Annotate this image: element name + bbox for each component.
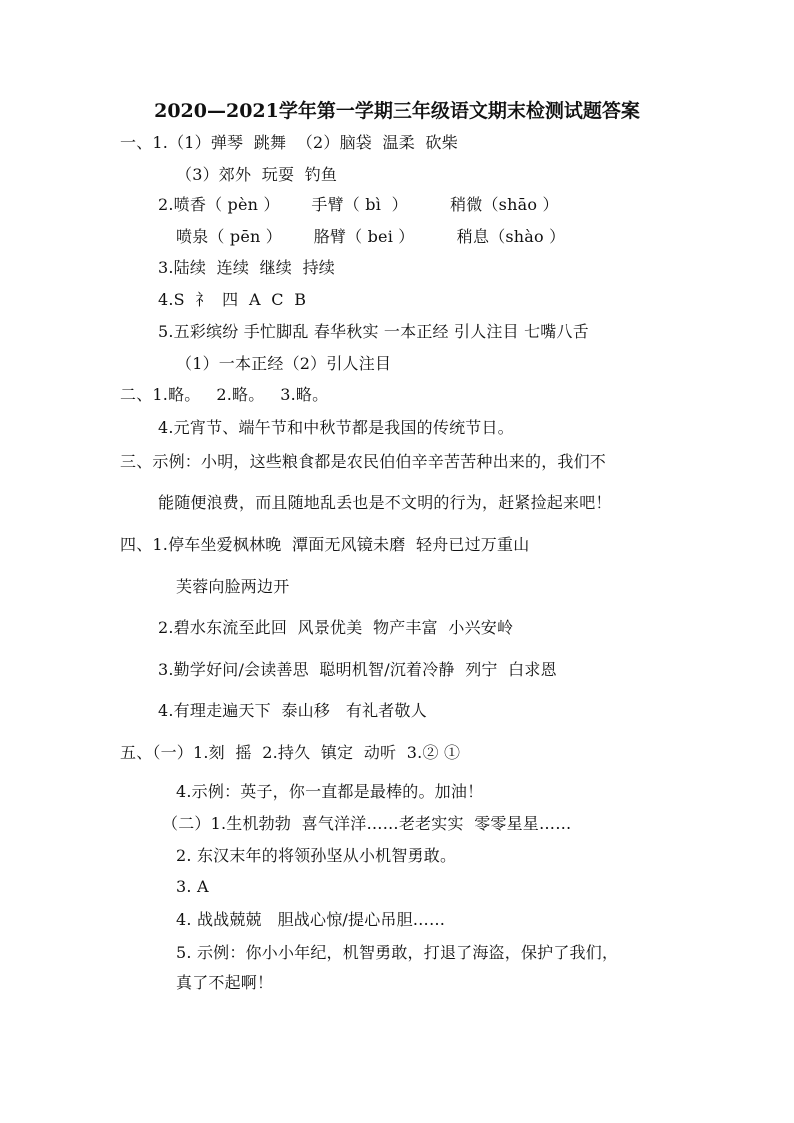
answer-line: 二、1.略。 2.略。 3.略。	[120, 385, 329, 404]
answer-line: 2.碧水东流至此回 风景优美 物产丰富 小兴安岭	[158, 618, 514, 637]
answer-line: 3.陆续 连续 继续 持续	[158, 258, 335, 277]
document-title: 2020—2021学年第一学期三年级语文期末检测试题答案	[154, 100, 640, 122]
answer-line: 三、示例：小明，这些粮食都是农民伯伯辛辛苦苦种出来的，我们不	[120, 452, 607, 471]
answer-line: 4.元宵节、端午节和中秋节都是我国的传统节日。	[158, 418, 514, 437]
answer-line: 2.喷香（ pèn ） 手臂（ bì ） 稍微（shāo ）	[158, 195, 559, 214]
answer-line: 3. A	[176, 877, 209, 896]
answer-line: （3）郊外 玩耍 钓鱼	[176, 165, 338, 184]
answer-line: 芙蓉向脸两边开	[176, 577, 290, 596]
answer-line: 4.S 礻 四 A C B	[158, 290, 307, 309]
answer-line: 5.五彩缤纷 手忙脚乱 春华秋实 一本正经 引人注目 七嘴八舌	[158, 322, 589, 341]
answer-line: 真了不起啊！	[176, 973, 274, 992]
answer-line: 4.示例：英子，你一直都是最棒的。加油！	[176, 782, 484, 801]
answer-line: 五、（一）1.刻 摇 2.持久 镇定 动听 3.② ①	[120, 743, 461, 762]
answer-line: 4.有理走遍天下 泰山移 有礼者敬人	[158, 701, 427, 720]
answer-line: （二）1.生机勃勃 喜气洋洋……老老实实 零零星星……	[162, 814, 572, 833]
answer-line: 四、1.停车坐爱枫林晚 潭面无风镜未磨 轻舟已过万重山	[120, 535, 530, 554]
answer-line: 喷泉（ pēn ） 胳臂（ bei ） 稍息（shào ）	[176, 227, 566, 246]
answer-line: （1）一本正经（2）引人注目	[176, 354, 392, 373]
answer-line: 2. 东汉末年的将领孙坚从小机智勇敢。	[176, 846, 457, 865]
answer-line: 能随便浪费，而且随地乱丢也是不文明的行为，赶紧捡起来吧！	[158, 493, 612, 512]
answer-line: 5. 示例：你小小年纪，机智勇敢，打退了海盗，保护了我们，	[176, 943, 619, 962]
answer-line: 一、1.（1）弹琴 跳舞 （2）脑袋 温柔 砍柴	[120, 133, 458, 152]
answer-line: 3.勤学好问/会读善思 聪明机智/沉着冷静 列宁 白求恩	[158, 660, 557, 679]
answer-line: 4. 战战兢兢 胆战心惊/提心吊胆……	[176, 910, 446, 929]
